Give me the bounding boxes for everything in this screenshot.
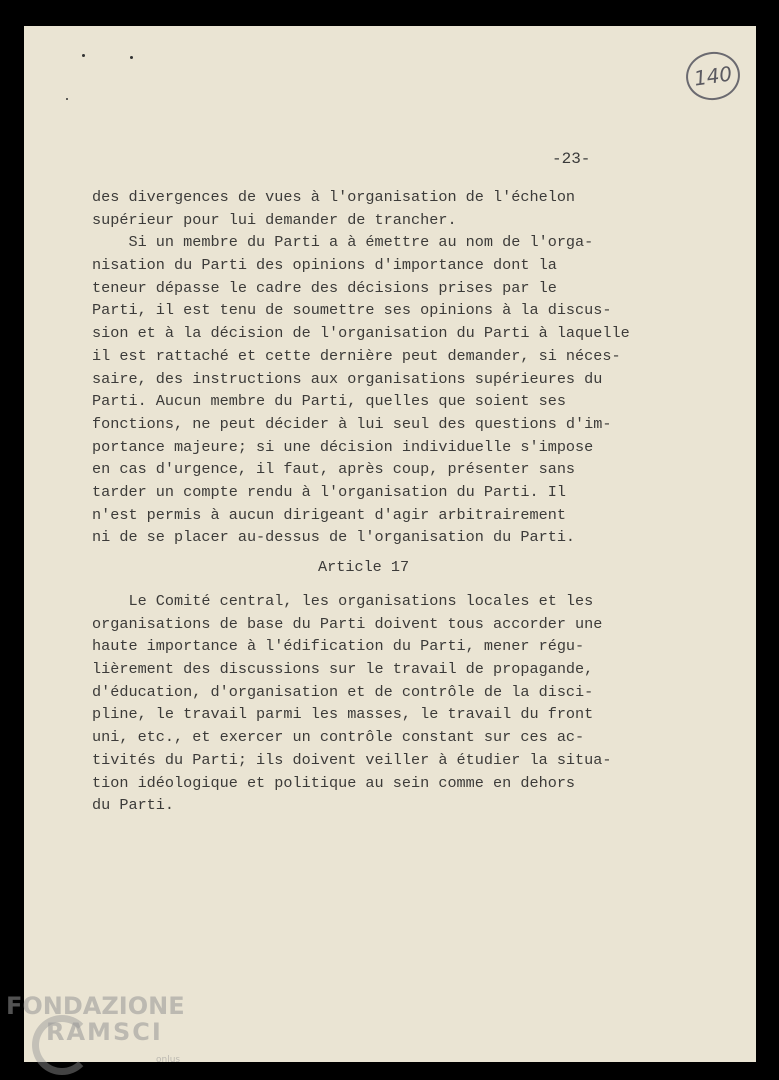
text-line: fonctions, ne peut décider à lui seul des questions d'im- (92, 414, 612, 433)
text-line: lièrement des discussions sur le travail de propagande, (92, 660, 594, 679)
text-line: des divergences de vues à l'organisation de l'échelon (92, 188, 576, 206)
text-line: supérieur pour lui demander de trancher. (92, 210, 457, 229)
text-line: d'éducation, d'organisation et de contrôle de la disci- (92, 682, 594, 701)
text-line: nisation du Parti des opinions d'importance dont la (92, 256, 557, 275)
text-line: uni, etc., et exercer un contrôle constant sur ces ac- (92, 728, 585, 747)
paper-speck (66, 98, 68, 100)
stamp-number: 140 (692, 61, 734, 91)
page-number: -23- (552, 150, 591, 168)
text-line: tion idéologique et politique au sein comme en dehors (92, 773, 576, 792)
text-line: Le Comité central, les organisations locales et les (92, 592, 594, 610)
fondazione-gramsci-watermark (6, 992, 185, 1065)
text-line: haute importance à l'édification du Parti, mener régu- (92, 637, 585, 656)
watermark-line-3: onlus (156, 1055, 181, 1065)
text-line: du Parti. (92, 796, 175, 815)
text-line: saire, des instructions aux organisations supérieures du (92, 369, 603, 388)
text-line: sion et à la décision de l'organisation du Parti à laquelle (92, 324, 630, 343)
text-line: il est rattaché et cette dernière peut demander, si néces- (92, 346, 621, 365)
text-line: tarder un compte rendu à l'organisation du Parti. Il (92, 482, 566, 501)
paragraph-block-2 (92, 590, 692, 817)
watermark-g-icon (32, 1015, 92, 1075)
text-line: Parti, il est tenu de soumettre ses opinions à la discus- (92, 301, 612, 320)
text-line: n'est permis à aucun dirigeant d'agir arbitrairement (92, 505, 566, 524)
text-line: Parti. Aucun membre du Parti, quelles que soient ses (92, 392, 566, 411)
text-line: ni de se placer au-dessus de l'organisation du Parti. (92, 528, 576, 547)
paper-speck (82, 54, 85, 57)
text-line: organisations de base du Parti doivent tous accorder une (92, 614, 603, 633)
paper-speck (130, 56, 133, 59)
text-line: tivités du Parti; ils doivent veiller à étudier la situa- (92, 750, 612, 769)
text-line: portance majeure; si une décision individuelle s'impose (92, 437, 594, 456)
watermark-line-2: RAMSCI (46, 1018, 163, 1046)
text-line: Si un membre du Parti a à émettre au nom de l'orga- (92, 233, 594, 252)
article-heading: Article 17 (318, 558, 410, 576)
text-line: teneur dépasse le cadre des décisions prises par le (92, 278, 557, 297)
text-line: en cas d'urgence, il faut, après coup, présenter sans (92, 460, 576, 479)
archive-stamp (683, 48, 743, 103)
text-line: pline, le travail parmi les masses, le travail du front (92, 705, 594, 724)
paragraph-block-1 (92, 186, 692, 549)
watermark-line-1: FONDAZIONE (6, 992, 185, 1020)
